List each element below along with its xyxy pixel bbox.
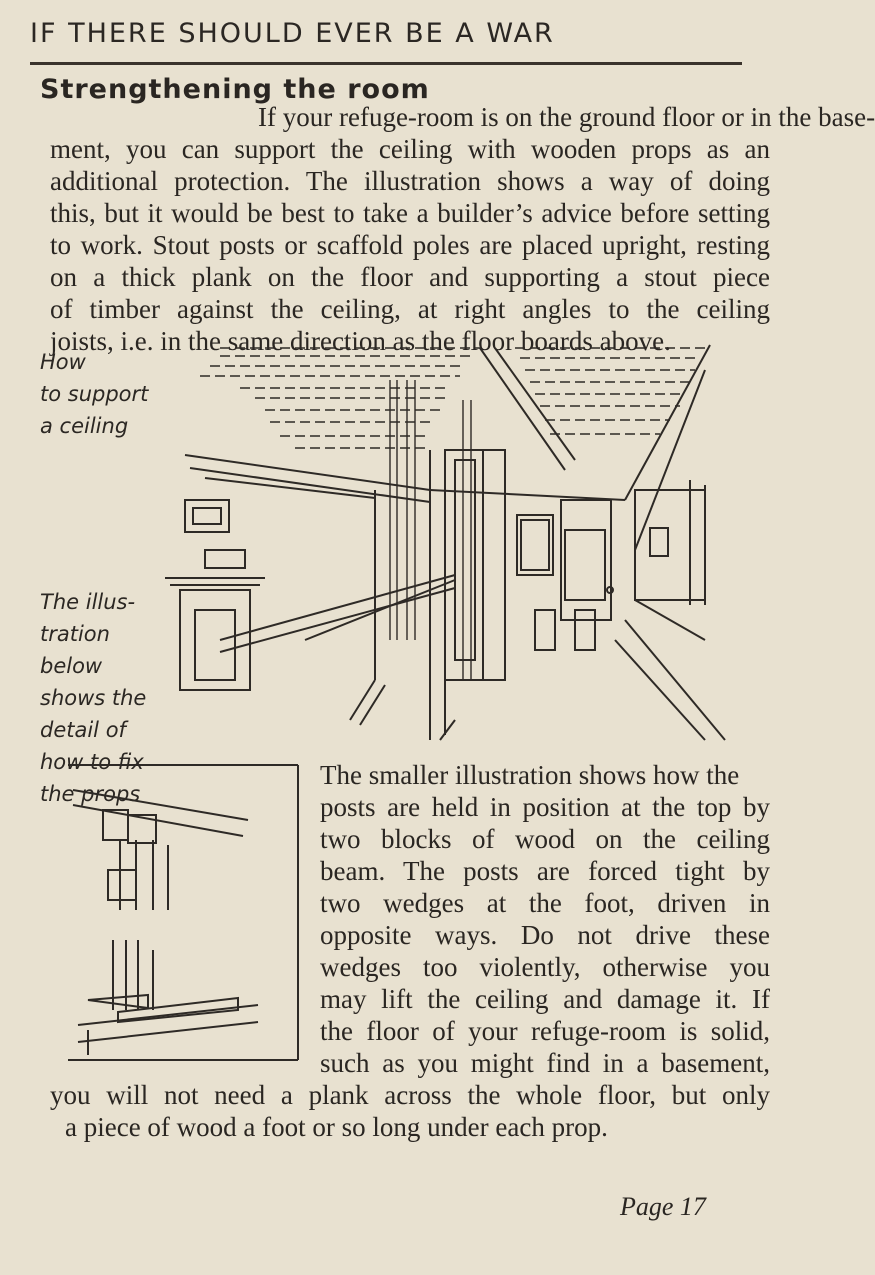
main-illustration-caption — [40, 346, 148, 442]
body-line: The smaller illustration shows how the — [320, 760, 740, 790]
detail-illustration — [58, 760, 300, 1065]
running-head: IF THERE SHOULD EVER BE A WAR — [30, 18, 555, 49]
caption-line: tration — [40, 622, 110, 646]
caption-line: detail of — [40, 718, 126, 742]
room-illustration — [145, 340, 725, 740]
body-line: two blocks of wood on the ceiling — [320, 824, 770, 854]
caption-line: shows the — [40, 686, 147, 710]
header-rule — [30, 62, 742, 65]
intro-line: joists, i.e. in the same direction as the floor boards above. — [50, 326, 671, 356]
intro-line: of timber against the ceiling, at right angles to the ceiling — [50, 294, 770, 324]
body-line: a piece of wood a foot or so long under each prop. — [65, 1112, 608, 1142]
body-line: the floor of your refuge-room is solid, — [320, 1016, 770, 1046]
body-line: posts are held in position at the top by — [320, 792, 770, 822]
intro-line: additional protection. The illustration shows a way of doing — [50, 166, 770, 196]
intro-line: on a thick plank on the floor and supporting a stout piece — [50, 262, 770, 292]
body-line: two wedges at the foot, driven in — [320, 888, 770, 918]
caption-line: below — [40, 654, 103, 678]
body-line: wedges too violently, otherwise you — [320, 952, 770, 982]
intro-line: ment, you can support the ceiling with wooden props as an — [50, 134, 770, 164]
body-line: such as you might find in a basement, — [320, 1048, 770, 1078]
caption-line: how to fix — [40, 750, 144, 774]
caption-line: How — [40, 350, 86, 374]
caption-line: the props — [40, 782, 141, 806]
body-line: beam. The posts are forced tight by — [320, 856, 770, 886]
intro-line: to work. Stout posts or scaffold poles are placed upright, resting — [50, 230, 770, 260]
caption-line: a ceiling — [40, 414, 129, 438]
intro-line: this, but it would be best to take a builder’s advice before setting — [50, 198, 770, 228]
body-line: you will not need a plank across the whole floor, but only — [50, 1080, 770, 1110]
intro-line: If your refuge-room is on the ground floor or in the base- — [258, 102, 875, 132]
section-title: Strengthening the room — [40, 74, 430, 105]
caption-line: to support — [40, 382, 149, 406]
caption-line: The illus- — [40, 590, 136, 614]
body-line: may lift the ceiling and damage it. If — [320, 984, 770, 1014]
page-number: Page 17 — [620, 1192, 706, 1221]
body-line: opposite ways. Do not drive these — [320, 920, 770, 950]
